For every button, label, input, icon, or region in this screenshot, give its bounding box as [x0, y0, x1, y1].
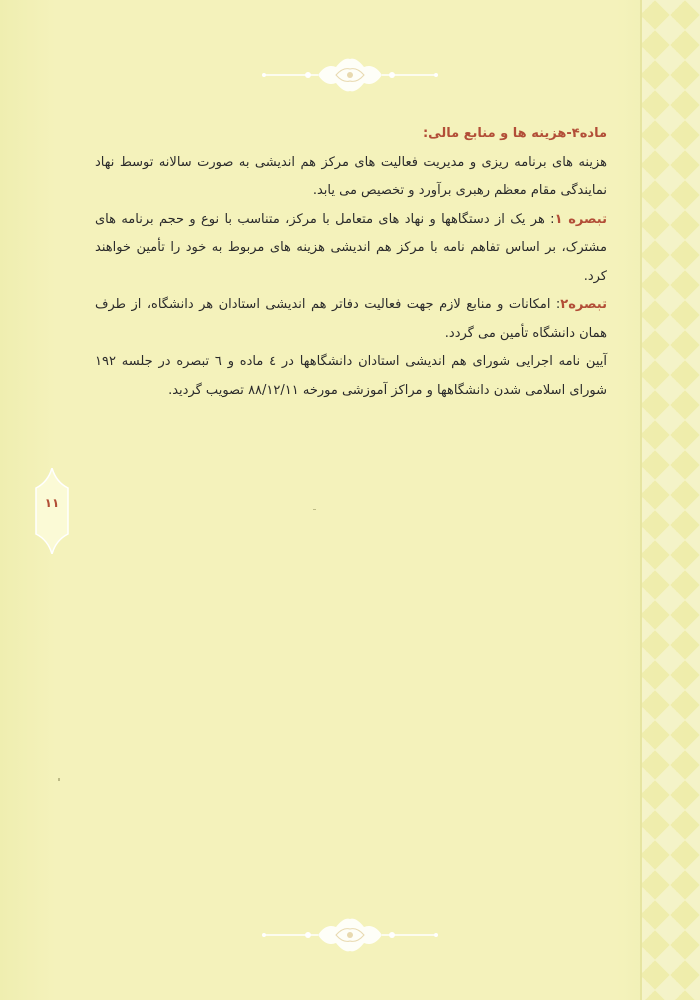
article-heading: ماده۴-هزینه ها و منابع مالی: [422, 126, 607, 141]
page-number: ۱۱ [44, 496, 60, 510]
note-2-text: : امکانات و منابع لازم جهت فعالیت دفاتر هم اندیشی استادان هر دانشگاه، از طرف همان دانشگاه تأمین می گردد. [95, 297, 607, 341]
article-paragraph: هزینه های برنامه ریزی و مدیریت فعالیت های مرکز هم اندیشی به صورت سالانه توسط نهاد نمایندگی مقام معظم رهبری برآورد و تخصیص می یابد. [95, 154, 607, 198]
paper-speck [58, 778, 60, 781]
footer-ornament-icon [260, 915, 440, 955]
note-1 [95, 206, 607, 292]
note-2-label: تبصره۲ [560, 297, 607, 312]
note-1-text: : هر یک از دستگاهها و نهاد های متعامل با مرکز، متناسب با نوع و حجم برنامه های مشترک، بر اساس تفاهم نامه با مرکز هم اندیشی هزینه های مربوط به خود را تأمین خواهند کرد. [95, 211, 607, 284]
decorative-border [640, 0, 700, 1000]
article-text [95, 120, 607, 405]
approval-paragraph: آیین نامه اجرایی شورای هم اندیشی استادان دانشگاهها در ٤ ماده و ٦ تبصره در جلسه ۱۹۲ شورای اسلامی شدن دانشگاهها و مراکز آموزشی مورخه ۸۸/۱۲/۱۱ تصویب گردید. [95, 354, 607, 398]
page-number-badge-icon [34, 468, 70, 554]
note-2 [95, 291, 607, 348]
header-ornament-icon [260, 55, 440, 95]
paper-speck [313, 509, 316, 510]
note-1-label: تبصره ۱ [554, 211, 607, 227]
